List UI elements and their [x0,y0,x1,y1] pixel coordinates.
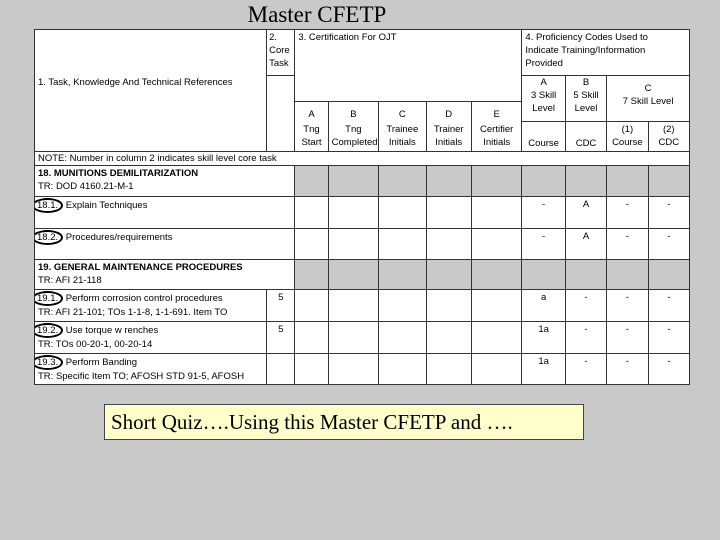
header-trainer-initials: Trainer Initials [426,122,471,152]
header-certifier-initials: Certifier Initials [471,122,522,152]
cell-b: - [565,290,606,322]
cell-a: - [522,229,565,260]
cell-c2: - [648,322,689,354]
header-tng-start: Tng Start [295,122,328,152]
task-number: 19.2. [35,323,64,338]
table-row [35,290,690,322]
header-task-knowledge: 1. Task, Knowledge And Technical References [35,76,267,152]
header-e-letter: E [471,102,522,122]
cell-c1: - [607,229,648,260]
header-core-task: 2. Core Task [267,30,295,76]
section-18-title: 18. MUNITIONS DEMILITARIZATION TR: DOD 4160.21-M-1 [35,166,295,197]
header-skill-b: B 5 Skill Level [565,76,606,122]
cell-a: a [522,290,565,322]
table-row [35,322,690,354]
header-course-a: Course [522,122,565,152]
header-blank [35,30,267,76]
cell-c1: - [607,197,648,229]
header-course-c1: (1) Course [607,122,648,152]
cell-b: - [565,322,606,354]
header-skill-c: C 7 Skill Level [607,76,690,122]
task-number: 18.2. [35,230,64,245]
cell-b: A [565,197,606,229]
cell-c1: - [607,290,648,322]
cell-a: 1a [522,322,565,354]
cell-core: 5 [267,290,295,322]
task-18-1: 18.1. Explain Techniques [35,197,295,229]
cell-b: - [565,354,606,385]
quiz-callout: Short Quiz….Using this Master CFETP and …. [104,404,584,440]
header-trainee-initials: Trainee Initials [379,122,426,152]
cell-c2: - [648,229,689,260]
cell-c2: - [648,197,689,229]
header-tng-completed: Tng Completed [328,122,378,152]
section-19-title: 19. GENERAL MAINTENANCE PROCEDURES TR: AFI 21-118 [35,260,295,290]
note-row: NOTE: Number in column 2 indicates skill level core task [35,152,690,166]
cell-c2: - [648,354,689,385]
section-row-18 [35,166,690,197]
cell-a: - [522,197,565,229]
cell-a: 1a [522,354,565,385]
header-certification: 3. Certification For OJT [295,30,522,102]
task-18-2: 18.2. Procedures/requirements [35,229,295,260]
header-c-letter: C [379,102,426,122]
cell-c1: - [607,322,648,354]
task-number: 19.3. [35,355,64,370]
task-number: 18.1. [35,198,64,213]
header-b-letter: B [328,102,378,122]
task-19-1: 19.1. Perform corrosion control procedures TR: AFI 21-101; TOs 1-1-8, 1-1-691. Item TO [35,290,267,322]
header-cdc-c2: (2) CDC [648,122,689,152]
header-core-blank [267,76,295,152]
task-19-2: 19.2. Use torque w renches TR: TOs 00-20-1, 00-20-14 [35,322,267,354]
header-skill-a: A 3 Skill Level [522,76,565,122]
cell-b: A [565,229,606,260]
table-row [35,197,690,229]
header-d-letter: D [426,102,471,122]
slide-title: Master CFETP [247,2,387,27]
header-a-letter: A [295,102,328,122]
cell-c2: - [648,290,689,322]
header-proficiency-codes: 4. Proficiency Codes Used to Indicate Training/Information Provided [522,30,690,76]
cell-core: 5 [267,322,295,354]
task-number: 19.1. [35,291,64,306]
section-row-19 [35,260,690,290]
task-19-3: 19.3. Perform Banding TR: Specific Item TO; AFOSH STD 91-5, AFOSH [35,354,267,385]
table-row [35,354,690,385]
cell-c1: - [607,354,648,385]
table-row [35,229,690,260]
header-cdc-b: CDC [565,122,606,152]
master-cfetp-table [34,29,690,385]
